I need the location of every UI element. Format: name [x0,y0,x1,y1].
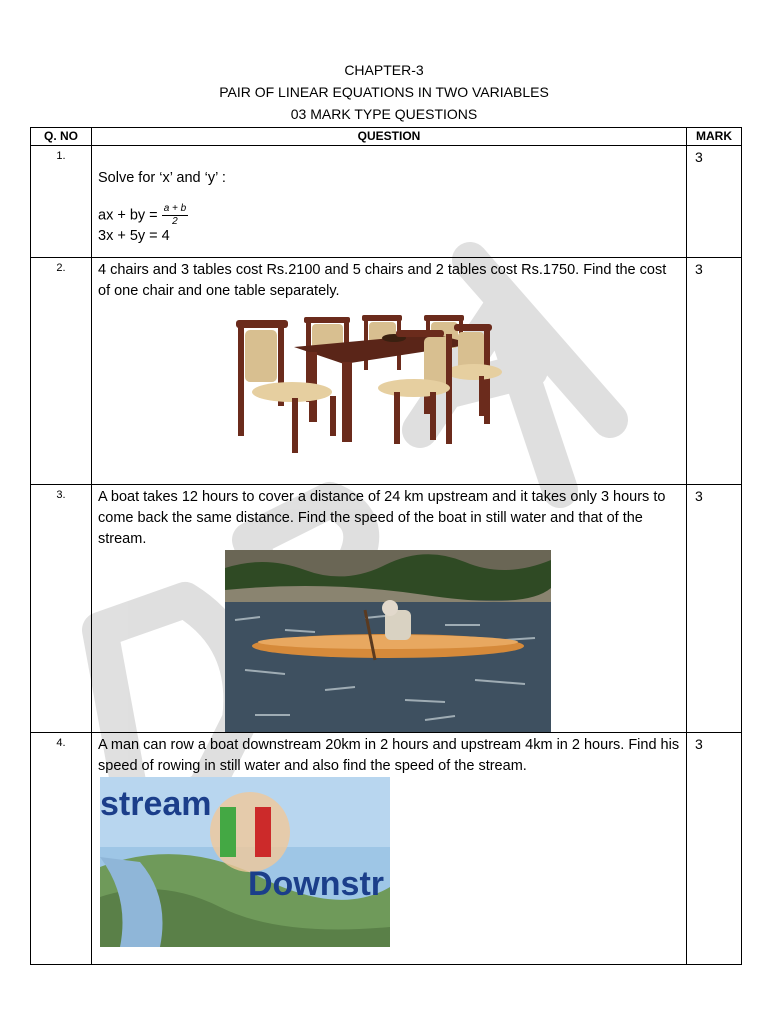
canoe-river-image [225,550,551,732]
column-header-mark: MARK [687,128,742,146]
question-number: 3. [31,485,92,733]
upstream-downstream-image [100,777,390,947]
question-intro: Solve for ‘x’ and ‘y’ : [98,170,226,186]
equation-2: 3x + 5y = 4 [98,228,170,244]
question-text [92,485,687,733]
question-text [92,733,687,965]
question-body: A man can row a boat downstream 20km in 2 hours and upstream 4km in 2 hours. Find his speed of rowing in still water and also find the speed of the stream. [98,737,680,774]
table-row [31,733,742,965]
question-mark: 3 [687,258,742,485]
fraction-numerator: a + b [163,203,187,214]
question-type-title: 03 MARK TYPE QUESTIONS [290,106,478,122]
question-body: 4 chairs and 3 tables cost Rs.2100 and 5 chairs and 2 tables cost Rs.1750. Find the cost of one chair and one table separately. [98,262,667,299]
fraction-denominator: 2 [172,216,178,227]
upstream-label: stream [100,785,212,823]
subject-title: PAIR OF LINEAR EQUATIONS IN TWO VARIABLES [219,84,549,100]
question-mark: 3 [687,733,742,965]
question-text [92,146,687,258]
equation-1-fraction [162,203,189,228]
question-number: 4. [31,733,92,965]
question-mark: 3 [687,485,742,733]
table-header-row [31,128,742,146]
question-mark: 3 [687,146,742,258]
question-body: A boat takes 12 hours to cover a distance of 24 km upstream and it takes only 3 hours to come back the same distance. Find the speed of the boat in still water and that of the stream. [98,489,666,547]
equation-1 [98,203,680,228]
column-header-question: QUESTION [92,128,687,146]
question-number: 1. [31,146,92,258]
questions-table [30,127,742,965]
dining-table-image [234,312,544,462]
table-row [31,146,742,258]
table-row [31,485,742,733]
column-header-qno: Q. NO [31,128,92,146]
equation-1-lhs: ax + by = [98,207,158,224]
downstream-label: Downstr [248,865,384,903]
chapter-title: CHAPTER-3 [344,62,424,78]
question-text [92,258,687,485]
question-number: 2. [31,258,92,485]
table-row [31,258,742,485]
